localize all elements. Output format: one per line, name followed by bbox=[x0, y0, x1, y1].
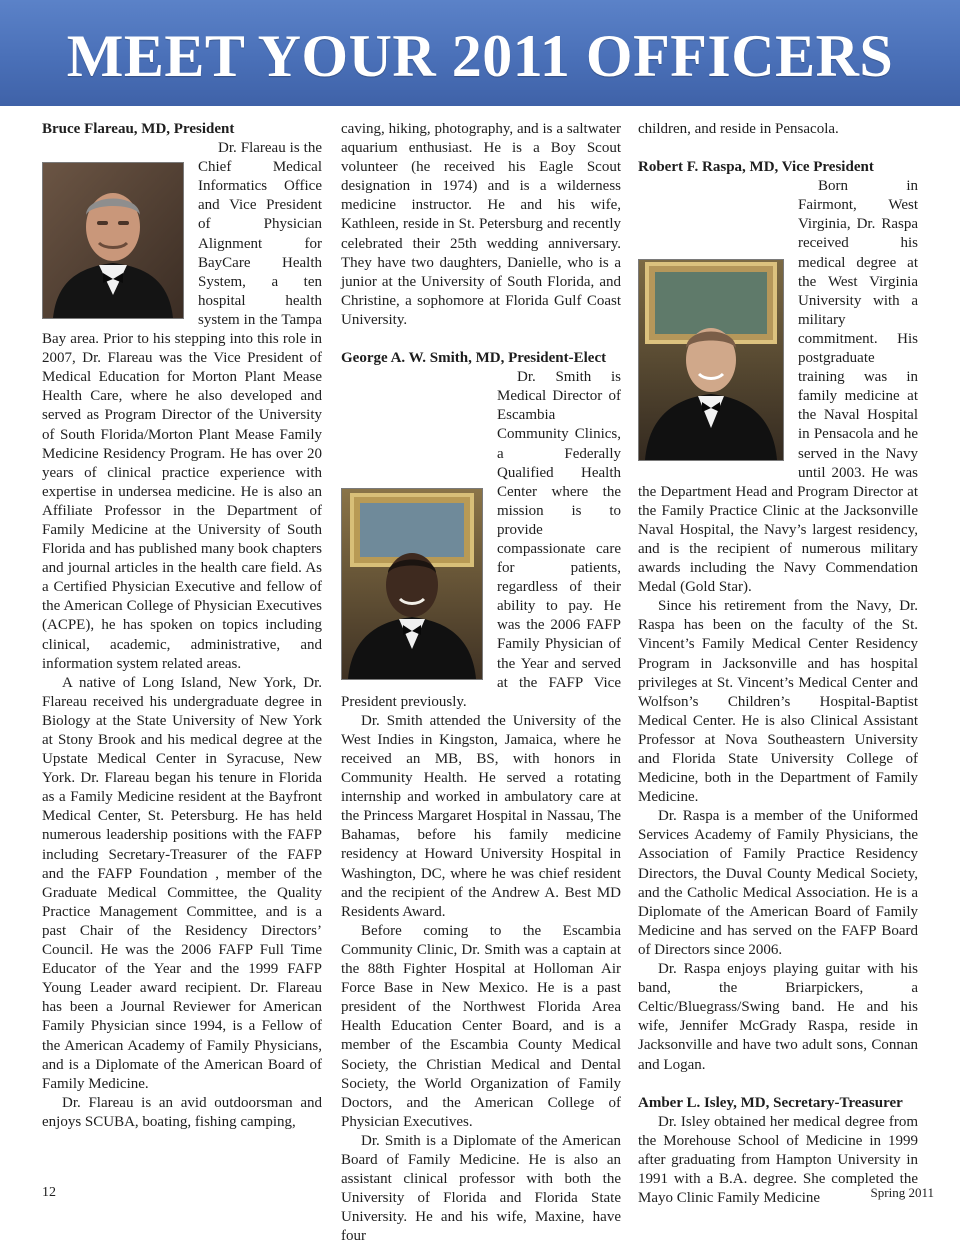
issue-label: Spring 2011 bbox=[870, 1185, 934, 1200]
flareau-paragraph-1: Dr. Flareau is the Chief Medical Informatics Office and Vice President of Physician Alignment for BayCare Health System, a ten hospital health system in the Tampa Bay area. Prior to his stepping into this role in 2007, Dr. Flareau was the Vice President of Medical Education for Morton Plant Mease Health Care, where he also developed and served as Program Director of the University of South Florida/Morton Plant Mease Family Medicine Residency Program. He has over 20 years of clinical practice experience with expertise in undersea medicine. He is also an Affiliate Professor in the Department of Family Medicine at the University of South Florida and has published many book chapters and journal articles in the health care field. As a Certified Physician Executive and fellow of the American College of Physician Executives (ACPE), he has spoken on topics including clinical, academic, administrative, and information system related areas. bbox=[42, 140, 322, 672]
spacer bbox=[638, 1075, 918, 1094]
column-2 bbox=[341, 120, 621, 1245]
smith-paragraph-2: Dr. Smith attended the University of the West Indies in Kingston, Jamaica, where he received an MB, BS, with honors in Community Health. He served a rotating internship and worked in ambulatory care at the Princess Margaret Hospital in Nassau, The Bahamas, before his family medicine residency at Howard University Hospital in Washington, DC, where he was chief resident and the recipient of the Andrew A. Best MD Residents Award. bbox=[341, 712, 621, 920]
header-banner bbox=[0, 0, 960, 106]
raspa-paragraph-1: Born in Fairmont, West Virginia, Dr. Raspa received his medical degree at the West Virginia University with a military commitment. His postgraduate training was in family medicine at the Naval Hospital in Pensacola and he served in the Navy until 2003. He was the Department Head and Program Director at the Family Practice Clinic at the Jacksonville Naval Hospital, the Navy’s largest residency, and is the recipient of numerous military awards including the Navy Commendation Medal (Gold Star). bbox=[638, 178, 918, 596]
column-1 bbox=[42, 120, 322, 1172]
flareau-paragraph-3: Dr. Flareau is an avid outdoorsman and enjoys SCUBA, boating, fishing camping, bbox=[42, 1094, 322, 1130]
page-number: 12 bbox=[42, 1185, 56, 1200]
smith-paragraph-4-continued: children, and reside in Pensacola. bbox=[638, 121, 839, 137]
raspa-photo bbox=[638, 259, 784, 461]
smith-paragraph-1: Dr. Smith is Medical Director of Escambia Community Clinics, a Federally Qualified Health Center where the mission is to provide compassionate care for patients, regardless of their ability to pay. He was the 2006 FAFP Family Physician of the Year and served at the FAFP Vice President previously. bbox=[341, 369, 621, 710]
raspa-paragraph-3: Dr. Raspa is a member of the Uniformed Services Academy of Family Physicians, the Association of Family Practice Residency Directors, the Duval County Medical Society, and the Catholic Medical Association. He is a Diplomate of the American Board of Family Medicine and has served on the FAFP Board of Directors since 2006. bbox=[638, 808, 918, 958]
flareau-paragraph-3-continued: caving, hiking, photography, and is a saltwater aquarium enthusiast. He is a Boy Scout volunteer (he received his Eagle Scout designation in 1974) and is a wilderness medicine instructor. He and his wife, Kathleen, reside in St. Petersburg and recently celebrated their 25th wedding anniversary. They have two daughters, Danielle, who is a junior at the University of South Florida, and Christine, a sophomore at Florida Gulf Coast University. bbox=[341, 121, 621, 328]
flareau-photo bbox=[42, 162, 184, 319]
raspa-paragraph-2: Since his retirement from the Navy, Dr. Raspa has been on the faculty of the St. Vincent’s Family Medical Center Residency Program in Jacksonville and has hospital privileges at St. Vincent’s Medical Center and Wolfson’s Children’s Hospital-Baptist Medical Center. He is also Clinical Assistant Professor at Nova Southeastern University and Florida State University College of Medicine, both in the Department of Family Medicine. bbox=[638, 598, 918, 806]
spacer bbox=[341, 330, 621, 349]
smith-paragraph-3: Before coming to the Escambia Community Clinic, Dr. Smith was a captain at the 88th Fighter Hospital at Holloman Air Force Base in New Mexico. He is a past president of the Northwest Florida Area Health Education Center Board, and is a member of the Escambia County Medical Society, the Christian Medical and Dental Society, the World Organization of Family Doctors, and the American College of Physician Executives. bbox=[341, 922, 621, 1130]
isley-heading: Amber L. Isley, MD, Secretary-Treasurer bbox=[638, 1094, 903, 1111]
spacer bbox=[638, 139, 918, 158]
isley-paragraph-1: Dr. Isley obtained her medical degree from the Morehouse School of Medicine in 1999 after graduating from Hampton University in 1991 with a B.A. degree. She completed the Mayo Clinic Family Medicine bbox=[638, 1113, 918, 1207]
smith-photo bbox=[341, 488, 483, 680]
raspa-heading: Robert F. Raspa, MD, Vice President bbox=[638, 159, 874, 176]
raspa-paragraph-4: Dr. Raspa enjoys playing guitar with his band, the Briarpickers, a Celtic/Bluegrass/Swing band. He and his wife, Jennifer McGrady Raspa, reside in Jacksonville and have two adult sons, Connan and Logan. bbox=[638, 961, 918, 1073]
smith-heading: George A. W. Smith, MD, President-Elect bbox=[341, 350, 607, 367]
smith-paragraph-4: Dr. Smith is a Diplomate of the American Board of Family Medicine. He is also an assistant clinical professor with both the University of Florida and Florida State University. He and his wife, Maxine, have four bbox=[341, 1132, 621, 1245]
flareau-paragraph-2: A native of Long Island, New York, Dr. Flareau received his undergraduate degree in Biology at the State University of New York at Stony Brook and his medical degree at the Upstate Medical Center in Syracuse, New York. Dr. Flareau began his tenure in Florida as a Family Medicine resident at the Bayfront Medical Center, St. Petersburg. He has held numerous leadership positions with the FAFP including Secretary-Treasurer of the FAFP and the FAFP Foundation , member of the Graduate Medical Committee, the Quality Practice Management Committee, and is a past Chair of the Residency Directors’ Council. He was the 2006 FAFP Full Time Educator of the Year and the 1999 FAFP Young Leader award recipient. Dr. Flareau has been a Journal Reviewer for American Family Physician since 1994, is a Fellow of the American Academy of Family Physicians, and is a Diplomate of the American Board of Family Medicine. bbox=[42, 674, 322, 1092]
flareau-heading: Bruce Flareau, MD, President bbox=[42, 121, 235, 137]
page-title: MEET YOUR 2011 OFFICERS bbox=[66, 23, 894, 89]
